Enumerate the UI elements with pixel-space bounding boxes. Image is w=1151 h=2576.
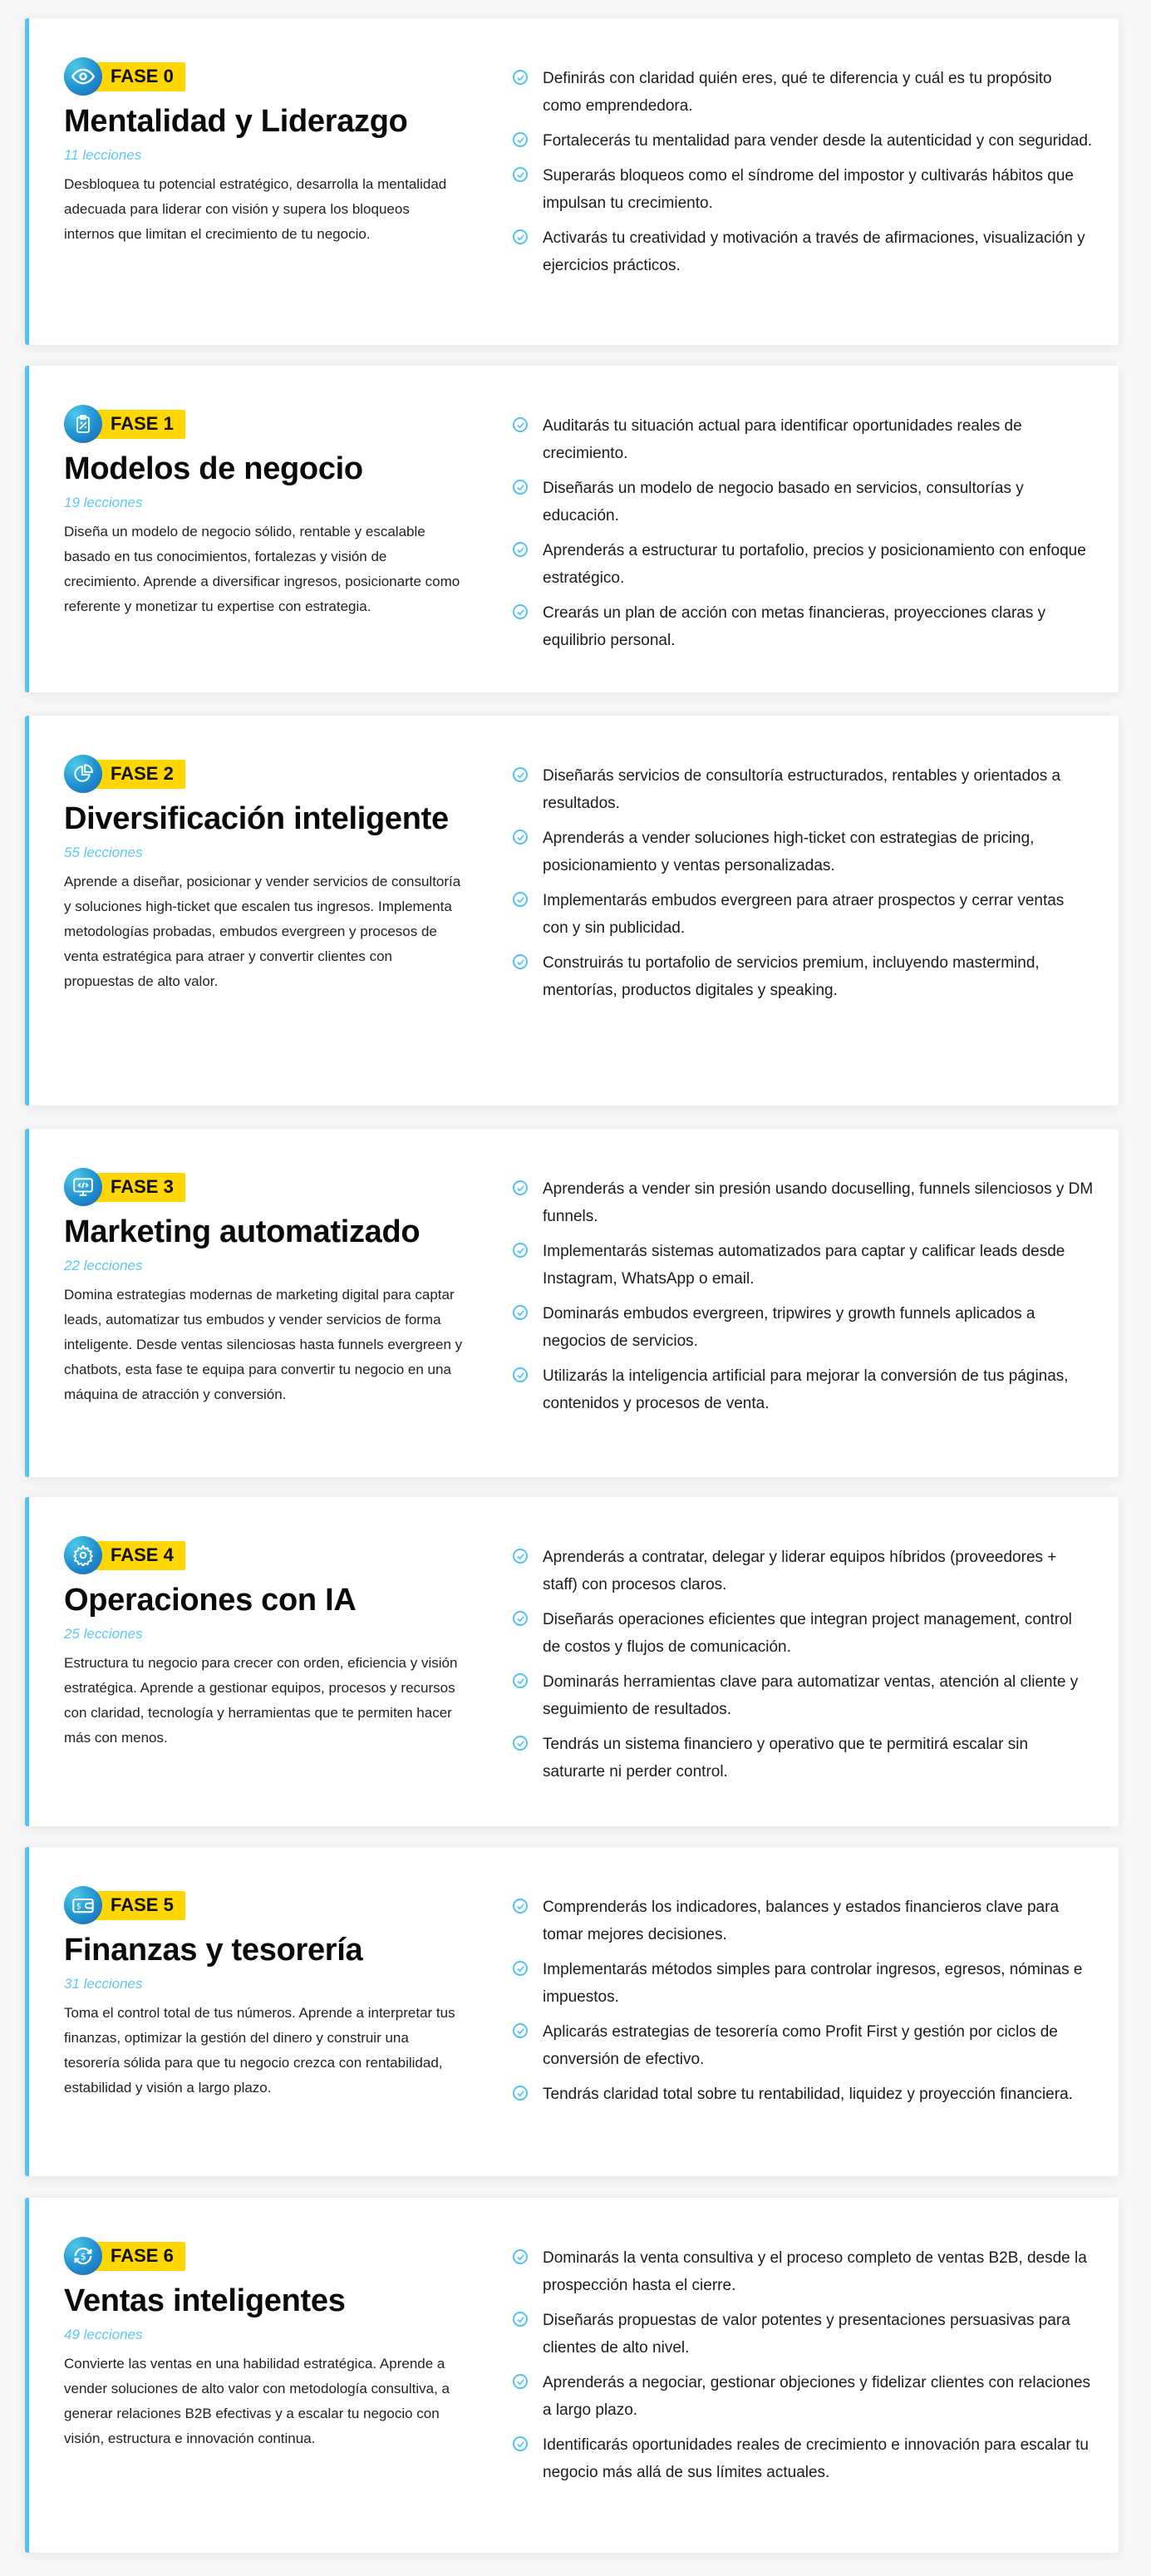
phase-title: Ventas inteligentes: [64, 2283, 346, 2318]
phase-outcomes: [461, 1129, 1119, 1477]
phase-card: [25, 1497, 1119, 1826]
outcome-text: Aprenderás a estructurar tu portafolio, precios y posicionamiento con enfoque estratégico.: [543, 542, 1086, 587]
phase-card: [25, 18, 1119, 345]
phase-summary: [29, 1497, 461, 1826]
phase-outcomes: [461, 2198, 1119, 2553]
phase-summary: [29, 716, 461, 1106]
phase-summary: [29, 366, 461, 692]
check-circle-icon: [513, 1961, 528, 1976]
outcome-text: Activarás tu creatividad y motivación a través de afirmaciones, visualización y ejercicios prácticos.: [543, 229, 1085, 274]
check-circle-icon: [513, 1673, 528, 1688]
check-circle-icon: [513, 1243, 528, 1258]
outcome-text: Aprenderás a vender sin presión usando docuselling, funnels silenciosos y DM funnels.: [543, 1180, 1094, 1225]
gear-icon: [64, 1536, 102, 1574]
phase-description: Convierte las ventas en una habilidad estratégica. Aprende a vender soluciones de alto valor con metodología consultiva, a generar relaciones B2B efectivas y a escalar tu negocio con visión, estructura e innovación continua.: [64, 2356, 450, 2446]
outcome-item: [513, 537, 1094, 592]
phase-label: FASE 1: [91, 410, 185, 439]
check-circle-icon: [513, 2436, 528, 2451]
lesson-count: 11 lecciones: [64, 147, 142, 163]
outcome-item: [513, 1238, 1094, 1293]
outcome-item: [513, 825, 1094, 879]
check-circle-icon: [513, 767, 528, 782]
clipboard-strategy-icon: [64, 405, 102, 443]
outcome-text: Identificarás oportunidades reales de crecimiento e innovación para escalar tu negocio más allá de sus límites actuales.: [543, 2436, 1089, 2481]
dollar-cycle-icon: [64, 2237, 102, 2275]
phase-summary: [29, 2198, 461, 2553]
outcome-text: Implementarás sistemas automatizados para captar y calificar leads desde Instagram, WhatsApp o email.: [543, 1243, 1065, 1288]
outcome-item: [513, 1668, 1094, 1723]
phase-description: Toma el control total de tus números. Aprende a interpretar tus finanzas, optimizar la gestión del dinero y construir una tesorería sólida para que tu negocio crezca con rentabilidad, estabilidad y visión a largo plazo.: [64, 2005, 455, 2096]
check-circle-icon: [513, 229, 528, 244]
check-circle-icon: [513, 1367, 528, 1382]
outcome-item: [513, 2431, 1094, 2486]
phase-card: [25, 1847, 1119, 2176]
phase-badge: [64, 755, 461, 793]
phase-description: Estructura tu negocio para crecer con orden, eficiencia y visión estratégica. Aprende a gestionar equipos, procesos y recursos con claridad, tecnología y herramientas que te permiten hacer más con menos.: [64, 1655, 458, 1746]
outcome-item: [513, 412, 1094, 467]
check-circle-icon: [513, 1180, 528, 1195]
outcome-text: Diseñarás servicios de consultoría estructurados, rentables y orientados a resultados.: [543, 767, 1061, 812]
outcome-text: Auditarás tu situación actual para identificar oportunidades reales de crecimiento.: [543, 417, 1022, 462]
outcome-item: [513, 2307, 1094, 2362]
phase-summary: [29, 18, 461, 345]
outcome-text: Dominarás la venta consultiva y el proceso completo de ventas B2B, desde la prospección hasta el cierre.: [543, 2249, 1087, 2294]
lesson-count: 25 lecciones: [64, 1626, 143, 1642]
svg-text:$: $: [76, 1902, 81, 1912]
outcome-item: [513, 949, 1094, 1004]
check-circle-icon: [513, 954, 528, 969]
outcome-text: Superarás bloqueos como el síndrome del impostor y cultivarás hábitos que impulsan tu crecimiento.: [543, 167, 1074, 212]
phase-outcomes: [461, 1847, 1119, 2176]
check-circle-icon: [513, 480, 528, 495]
phase-card: [25, 716, 1119, 1106]
outcome-text: Comprenderás los indicadores, balances y estados financieros clave para tomar mejores decisiones.: [543, 1899, 1060, 1943]
outcome-item: [513, 1894, 1094, 1948]
phase-card: [25, 366, 1119, 692]
phase-label: FASE 5: [91, 1891, 185, 1920]
outcome-text: Implementarás métodos simples para controlar ingresos, egresos, nóminas e impuestos.: [543, 1961, 1083, 2006]
phase-title: Mentalidad y Liderazgo: [64, 104, 408, 139]
check-circle-icon: [513, 542, 528, 557]
phase-card: [25, 1129, 1119, 1477]
phase-label: FASE 2: [91, 760, 185, 789]
phase-description: Diseña un modelo de negocio sólido, rentable y escalable basado en tus conocimientos, fortalezas y visión de crecimiento. Aprende a diversificar ingresos, posicionarte como referente y monetizar tu expertise con estrategia.: [64, 524, 460, 614]
check-circle-icon: [513, 604, 528, 619]
check-circle-icon: [513, 132, 528, 147]
outcome-item: [513, 1300, 1094, 1355]
outcome-item: [513, 162, 1094, 217]
outcome-text: Utilizarás la inteligencia artificial para mejorar la conversión de tus páginas, contenidos y procesos de venta.: [543, 1367, 1069, 1412]
check-circle-icon: [513, 830, 528, 845]
phase-summary: [29, 1847, 461, 2176]
outcome-item: [513, 762, 1094, 817]
pie-chart-icon: [64, 755, 102, 793]
check-circle-icon: [513, 417, 528, 432]
outcome-item: [513, 127, 1094, 155]
check-circle-icon: [513, 2023, 528, 2038]
check-circle-icon: [513, 2312, 528, 2327]
outcome-item: [513, 2369, 1094, 2424]
outcome-text: Dominarás embudos evergreen, tripwires y growth funnels aplicados a negocios de servicios.: [543, 1305, 1035, 1350]
phase-description: Desbloquea tu potencial estratégico, desarrolla la mentalidad adecuada para liderar con visión y supera los bloqueos internos que limitan el crecimiento de tu negocio.: [64, 176, 447, 242]
outcome-text: Definirás con claridad quién eres, qué te diferencia y cuál es tu propósito como emprendedora.: [543, 70, 1052, 115]
phase-badge: [64, 1536, 461, 1574]
outcome-text: Diseñarás operaciones eficientes que integran project management, control de costos y flujos de comunicación.: [543, 1611, 1072, 1656]
outcome-text: Diseñarás un modelo de negocio basado en servicios, consultorías y educación.: [543, 480, 1024, 525]
monitor-code-icon: [64, 1168, 102, 1206]
outcome-item: [513, 1544, 1094, 1598]
outcome-text: Construirás tu portafolio de servicios premium, incluyendo mastermind, mentorías, productos digitales y speaking.: [543, 954, 1040, 999]
outcome-item: [513, 1175, 1094, 1230]
check-circle-icon: [513, 2086, 528, 2101]
phase-title: Marketing automatizado: [64, 1214, 421, 1249]
phase-outcomes: [461, 366, 1119, 692]
phase-badge: [64, 1886, 461, 1924]
outcome-text: Dominarás herramientas clave para automatizar ventas, atención al cliente y seguimiento de resultados.: [543, 1673, 1079, 1718]
phase-title: Operaciones con IA: [64, 1583, 357, 1618]
outcome-text: Aprenderás a contratar, delegar y liderar equipos híbridos (proveedores + staff) con procesos claros.: [543, 1549, 1057, 1593]
outcome-text: Diseñarás propuestas de valor potentes y presentaciones persuasivas para clientes de alto nivel.: [543, 2312, 1070, 2357]
outcome-item: [513, 2081, 1094, 2108]
eye-icon: [64, 57, 102, 96]
wallet-icon: [64, 1886, 102, 1924]
check-circle-icon: [513, 2249, 528, 2264]
outcome-item: [513, 1362, 1094, 1417]
check-circle-icon: [513, 2374, 528, 2389]
phase-outcomes: [461, 18, 1119, 345]
lesson-count: 22 lecciones: [64, 1258, 143, 1273]
outcome-item: [513, 887, 1094, 942]
phase-label: FASE 0: [91, 62, 185, 91]
svg-text:$: $: [80, 2250, 86, 2263]
check-circle-icon: [513, 1736, 528, 1751]
outcome-text: Aplicarás estrategias de tesorería como Profit First y gestión por ciclos de conversión de efectivo.: [543, 2023, 1058, 2068]
phase-outcomes: [461, 716, 1119, 1106]
phase-label: FASE 6: [91, 2242, 185, 2271]
lesson-count: 49 lecciones: [64, 2327, 143, 2342]
outcome-item: [513, 2018, 1094, 2073]
outcome-text: Aprenderás a vender soluciones high-ticket con estrategias de pricing, posicionamiento y ventas personalizadas.: [543, 830, 1035, 874]
outcome-item: [513, 2244, 1094, 2299]
outcome-item: [513, 1731, 1094, 1785]
phase-badge: [64, 1168, 461, 1206]
check-circle-icon: [513, 1899, 528, 1914]
lesson-count: 31 lecciones: [64, 1976, 143, 1992]
phase-title: Diversificación inteligente: [64, 801, 449, 836]
phase-outcomes: [461, 1497, 1119, 1826]
check-circle-icon: [513, 1305, 528, 1320]
phase-label: FASE 4: [91, 1541, 185, 1570]
outcome-text: Fortalecerás tu mentalidad para vender desde la autenticidad y con seguridad.: [543, 132, 1093, 150]
phase-badge: [64, 405, 461, 443]
check-circle-icon: [513, 1549, 528, 1564]
phase-title: Modelos de negocio: [64, 451, 363, 486]
outcome-text: Tendrás un sistema financiero y operativo que te permitirá escalar sin saturarte ni perder control.: [543, 1736, 1029, 1781]
outcome-item: [513, 1956, 1094, 2011]
phase-card: [25, 2198, 1119, 2553]
check-circle-icon: [513, 70, 528, 85]
phase-badge: [64, 57, 461, 96]
outcome-text: Tendrás claridad total sobre tu rentabilidad, liquidez y proyección financiera.: [543, 2086, 1073, 2103]
outcome-item: [513, 475, 1094, 529]
phase-badge: [64, 2237, 461, 2275]
check-circle-icon: [513, 167, 528, 182]
lesson-count: 19 lecciones: [64, 495, 143, 510]
outcome-text: Crearás un plan de acción con metas financieras, proyecciones claras y equilibrio personal.: [543, 604, 1046, 649]
outcome-item: [513, 1606, 1094, 1661]
lesson-count: 55 lecciones: [64, 845, 143, 860]
outcome-item: [513, 224, 1094, 279]
phase-title: Finanzas y tesorería: [64, 1933, 363, 1968]
outcome-item: [513, 599, 1094, 654]
phase-label: FASE 3: [91, 1173, 185, 1202]
outcome-text: Aprenderás a negociar, gestionar objeciones y fidelizar clientes con relaciones a largo plazo.: [543, 2374, 1091, 2419]
check-circle-icon: [513, 892, 528, 907]
outcome-item: [513, 65, 1094, 120]
phase-summary: [29, 1129, 461, 1477]
check-circle-icon: [513, 1611, 528, 1626]
phase-description: Domina estrategias modernas de marketing digital para captar leads, automatizar tus embudos y vender servicios de forma inteligente. Desde ventas silenciosas hasta funnels evergreen y chatbots, esta fase te equipa para convertir tu negocio en una máquina de atracción y conversión.: [64, 1287, 463, 1402]
outcome-text: Implementarás embudos evergreen para atraer prospectos y cerrar ventas con y sin publicidad.: [543, 892, 1065, 937]
phase-description: Aprende a diseñar, posicionar y vender servicios de consultoría y soluciones high-ticket que escalen tus ingresos. Implementa metodologías probadas, embudos evergreen y procesos de venta estratégica para atraer y convertir clientes con propuestas de alto valor.: [64, 874, 461, 989]
